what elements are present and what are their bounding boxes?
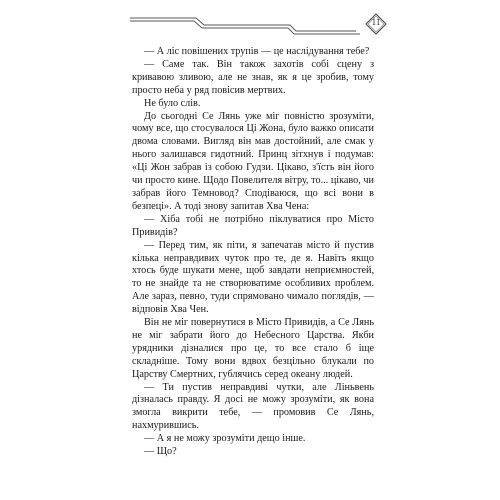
paragraph: — Саме так. Він також захотів собі сцену з кривавою зливою, але не знав, як я це зробив, тому просто неба у ряд повісив мертвих. <box>132 58 374 96</box>
header-ornament <box>0 0 500 40</box>
body-text <box>132 46 374 459</box>
paragraph: — Ти пустив неправдиві чутки, але Ліньвень дізналась правду. Я досі не можу зрозуміти, як вона змогла викрити тебе, — промовив Се Лянь, нахмурившись. <box>132 381 374 432</box>
paragraph: — Що? <box>144 446 177 458</box>
paragraph: Він не міг повернутися в Місто Привидів, а Се Лянь не міг забрати його до Небесного Царства. Якби урядники дізналися про це, то все стало б іще складніше. Тому вони вдвох безцільно блукали по Царству Смертних, гублячись серед океану людей. <box>132 317 374 380</box>
paragraph: Не було слів. <box>144 97 201 109</box>
paragraph: — А я не можу зрозуміти дещо інше. <box>144 433 306 445</box>
paragraph: — Перед тим, як піти, я запечатав місто й пустив кілька неправдивих чуток про те, де я. Навіть якщо хтось буде шукати мене, щоб завдати неприємностей, то не знайде та не створюватиме особливих проблем. Але зараз, певно, туди спрямовано чимало поглядів, — відповів Хва Чен. <box>132 239 374 316</box>
page-number: 11 <box>371 17 381 27</box>
paragraph: — Хіба тобі не потрібно піклуватися про Місто Привидів? <box>132 213 374 238</box>
paragraph: — А ліс повішених трупів — це наслідування тебе? <box>144 46 370 57</box>
paragraph: До сьогодні Се Лянь уже міг повністю зрозуміти, чому все, що стосувалося Ці Жона, було важко описати двома словами. Вигляд він мав достойний, але смак у нього залишався гидотний. Принц зітхнув і подумав: «Ці Жон забрав із собою Гудзи. Цікаво, з'їсть він його чи просто кине. Щодо Повелителя вітру, то... цікаво, чи забрав його Темновод? Сподіваюся, що всі вони в безпеці». А тоді знову запитав Хва Чена: <box>132 110 374 212</box>
